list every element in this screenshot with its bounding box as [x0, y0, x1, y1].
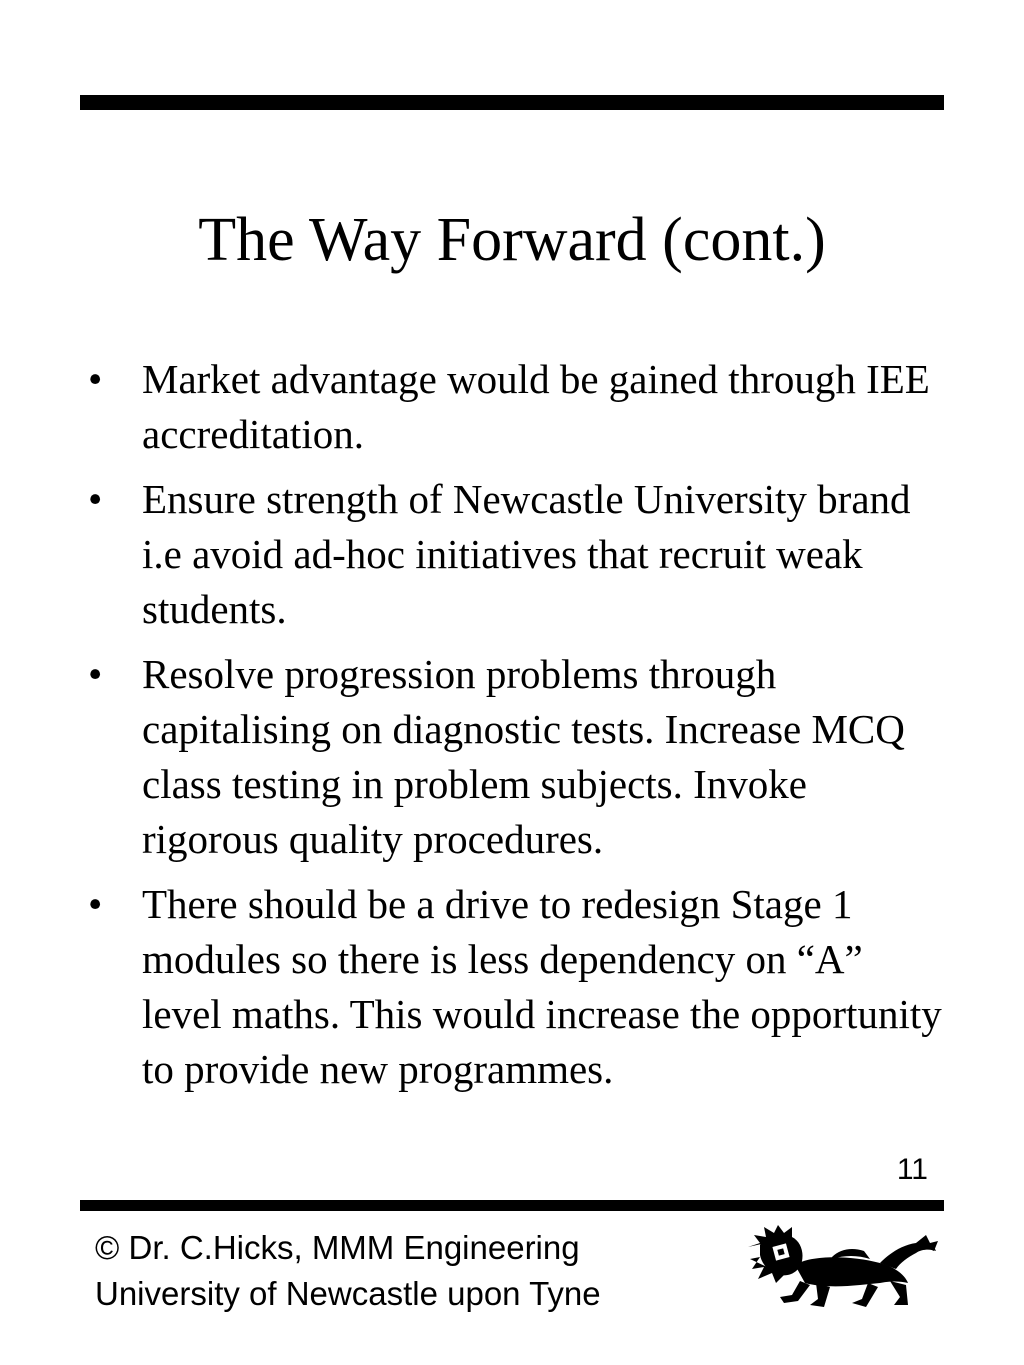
- footer-line-university: University of Newcastle upon Tyne: [95, 1275, 601, 1312]
- bullet-text: Ensure strength of Newcastle University brand i.e avoid ad-hoc initiatives that recruit weak students.: [142, 476, 911, 632]
- bullet-text: Resolve progression problems through capitalising on diagnostic tests. Increase MCQ class testing in problem subjects. Invoke rigorous quality procedures.: [142, 651, 905, 862]
- page-number: 11: [896, 1153, 928, 1186]
- bottom-rule: [80, 1200, 944, 1211]
- bullet-item-3: [88, 647, 948, 867]
- bullet-text: Market advantage would be gained through IEE accreditation.: [142, 356, 930, 457]
- bullet-dot-icon: •: [88, 881, 103, 927]
- heraldic-lion-icon: [740, 1225, 940, 1310]
- slide-title: The Way Forward (cont.): [198, 206, 826, 274]
- bullet-dot-icon: •: [88, 651, 103, 697]
- bullet-text: There should be a drive to redesign Stage 1 modules so there is less dependency on “A” level maths. This would increase the opportunity to provide new programmes.: [142, 881, 942, 1092]
- bullet-item-4: [88, 877, 948, 1097]
- top-rule: [80, 95, 944, 110]
- footer-credit: [95, 1225, 601, 1317]
- footer-line-author: © Dr. C.Hicks, MMM Engineering: [95, 1229, 580, 1266]
- bullet-item-1: [88, 352, 948, 462]
- bullet-item-2: [88, 472, 948, 637]
- bullet-list: [88, 352, 948, 1107]
- bullet-dot-icon: •: [88, 476, 103, 522]
- bullet-dot-icon: •: [88, 356, 103, 402]
